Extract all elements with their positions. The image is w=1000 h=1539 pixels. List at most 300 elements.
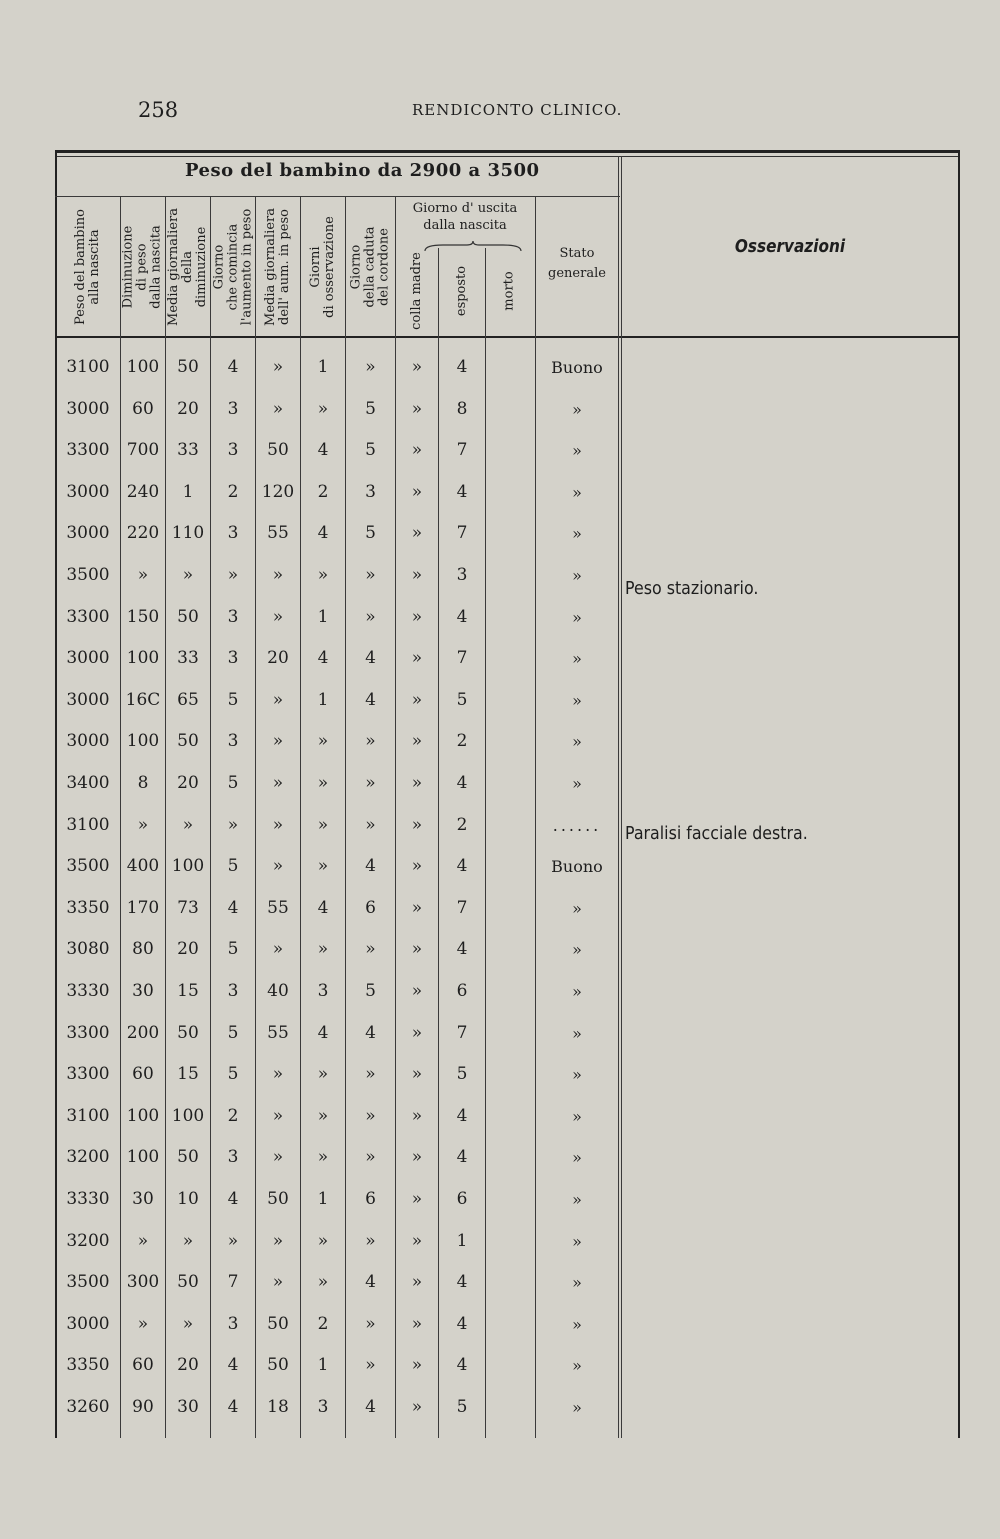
table-cell: 7: [456, 440, 468, 461]
table-cell: 4: [456, 856, 468, 877]
table-cell: »: [411, 856, 423, 877]
table-row: [45, 929, 645, 970]
table-cell: »: [317, 939, 329, 960]
table-cell: »: [182, 565, 194, 585]
table-cell: 100: [126, 1147, 160, 1168]
table-cell: »: [272, 1105, 284, 1126]
table-cell: 7: [456, 648, 468, 669]
table-cell: »: [317, 1064, 329, 1085]
table-cell: 1: [317, 1189, 329, 1209]
table-cell: »: [411, 648, 423, 669]
table-cell: »: [227, 814, 239, 835]
stato-cell: »: [572, 1106, 582, 1126]
stato-cell: »: [572, 1231, 582, 1251]
col-head-giorno-aum: Giorno che comincia l'aumento in peso: [211, 208, 255, 326]
col-head-esposto: esposto: [454, 265, 469, 317]
table-cell: 5: [365, 440, 376, 461]
table-cell: »: [137, 814, 149, 835]
table-cell: 8: [137, 773, 149, 793]
table-cell: »: [317, 814, 329, 835]
table-row: [45, 1304, 645, 1345]
group-title-rule: [55, 196, 620, 197]
table-cell: 3500: [66, 565, 110, 585]
stato-cell: »: [572, 482, 582, 502]
table-cell: 50: [267, 1189, 289, 1209]
table-cell: 100: [126, 357, 160, 377]
table-cell: 4: [365, 648, 376, 669]
table-cell: 5: [227, 939, 239, 960]
stato-cell: »: [572, 1190, 582, 1209]
col-head-osservazione: Giorni di osservazione: [308, 216, 337, 318]
col-head-media-dim: Media giornaliera della diminuzione: [166, 208, 210, 326]
stato-cell: »: [572, 1356, 582, 1376]
table-cell: 3330: [66, 1189, 110, 1209]
table-cell: »: [411, 1230, 423, 1251]
table-cell: 4: [227, 1189, 239, 1209]
table-cell: 100: [171, 1105, 205, 1126]
table-cell: 3000: [66, 1313, 110, 1334]
table-cell: 3500: [66, 1272, 110, 1293]
table-cell: 100: [171, 856, 205, 877]
table-row: [45, 555, 645, 596]
table-cell: 50: [267, 440, 289, 461]
col-head-stato: Stato generale: [548, 246, 606, 281]
table-row: [45, 805, 645, 846]
table-row: [45, 1262, 645, 1303]
table-cell: 55: [267, 897, 289, 918]
table-cell: »: [411, 523, 423, 544]
table-cell: 1: [456, 1230, 468, 1251]
table-cell: 3: [227, 981, 239, 1001]
table-cell: 50: [177, 357, 199, 377]
table-cell: 50: [177, 1022, 199, 1043]
col-head-cordone: Giorno della caduta del cordone: [348, 226, 392, 308]
table-cell: 100: [126, 648, 160, 669]
stato-cell: »: [572, 1023, 582, 1043]
table-cell: »: [182, 1313, 194, 1334]
table-cell: 73: [177, 897, 199, 918]
table-cell: »: [411, 398, 423, 419]
table-cell: »: [317, 1272, 329, 1293]
table-cell: 100: [126, 731, 160, 752]
table-cell: »: [411, 481, 423, 502]
table-cell: 5: [227, 689, 239, 710]
table-cell: »: [411, 773, 423, 793]
table-cell: 20: [177, 398, 199, 419]
table-row: [45, 1137, 645, 1178]
table-cell: 4: [456, 606, 468, 627]
table-cell: 50: [177, 731, 199, 752]
table-cell: 3: [227, 1147, 239, 1168]
table-cell: 3100: [66, 814, 110, 835]
table-cell: 2: [227, 481, 239, 502]
table-cell: 20: [177, 939, 199, 960]
table-cell: 4: [365, 856, 376, 877]
table-cell: »: [365, 1105, 376, 1126]
table-cell: »: [411, 565, 423, 585]
table-cell: 5: [456, 1397, 468, 1417]
table-cell: 3300: [66, 606, 110, 627]
table-cell: 80: [132, 939, 154, 960]
stato-cell: »: [572, 898, 582, 918]
table-cell: 1: [317, 689, 329, 710]
table-cell: 2: [456, 814, 468, 835]
stato-cell: »: [572, 1065, 582, 1085]
table-cell: »: [365, 939, 376, 960]
table-cell: »: [272, 731, 284, 752]
table-cell: »: [365, 814, 376, 835]
table-cell: »: [137, 1230, 149, 1251]
table-cell: »: [227, 565, 239, 585]
table-cell: »: [272, 1230, 284, 1251]
table-cell: 3: [227, 1313, 239, 1334]
table-cell: 4: [317, 523, 329, 544]
table-row: [45, 1013, 645, 1054]
table-cell: 33: [177, 440, 199, 461]
table-row: [45, 888, 645, 929]
table-cell: 3330: [66, 981, 110, 1001]
table-row: [45, 472, 645, 513]
table-cell: »: [411, 1189, 423, 1209]
table-cell: 100: [126, 1105, 160, 1126]
table-cell: »: [365, 773, 376, 793]
table-row: [45, 1387, 645, 1428]
table-top-rule-thin: [55, 156, 960, 157]
table-cell: 1: [317, 606, 329, 627]
table-cell: 50: [177, 606, 199, 627]
table-cell: 40: [267, 981, 289, 1001]
table-cell: »: [411, 1064, 423, 1085]
table-cell: 3000: [66, 689, 110, 710]
table-cell: »: [411, 440, 423, 461]
table-cell: 3: [227, 731, 239, 752]
table-cell: 7: [227, 1272, 239, 1293]
stato-cell: »: [572, 774, 582, 793]
table-cell: 4: [456, 939, 468, 960]
table-cell: 4: [456, 1313, 468, 1334]
table-cell: »: [272, 1064, 284, 1085]
table-cell: »: [411, 1022, 423, 1043]
table-right-border: [958, 150, 960, 1438]
table-cell: 3400: [66, 773, 110, 793]
table-row: [45, 597, 645, 638]
stato-cell: »: [572, 940, 582, 960]
table-cell: 3300: [66, 1064, 110, 1085]
table-top-rule: [55, 150, 960, 153]
table-cell: 55: [267, 1022, 289, 1043]
table-cell: »: [227, 1230, 239, 1251]
table-cell: »: [411, 357, 423, 377]
stato-cell: »: [572, 399, 582, 419]
table-cell: 150: [126, 606, 160, 627]
table-cell: »: [317, 398, 329, 419]
table-cell: 4: [456, 481, 468, 502]
table-cell: 3350: [66, 1355, 110, 1376]
table-cell: 6: [365, 1189, 376, 1209]
table-cell: »: [411, 897, 423, 918]
stato-cell: »: [572, 1273, 582, 1293]
table-cell: »: [411, 1105, 423, 1126]
table-cell: 3000: [66, 523, 110, 544]
table-cell: »: [411, 1313, 423, 1334]
table-cell: 5: [227, 1022, 239, 1043]
table-cell: 5: [365, 523, 376, 544]
table-cell: 10: [177, 1189, 199, 1209]
note-paralisi-facciale: Paralisi facciale destra.: [625, 823, 808, 844]
table-cell: 700: [126, 440, 160, 461]
table-cell: 2: [227, 1105, 239, 1126]
stato-cell: »: [572, 1398, 582, 1417]
clinical-table: [45, 148, 960, 1438]
table-cell: »: [365, 1147, 376, 1168]
table-cell: 4: [227, 1355, 239, 1376]
table-row: [45, 389, 645, 430]
group-title: Peso del bambino da 2900 a 3500: [185, 160, 540, 181]
col-head-exit-group: Giorno d' uscita dalla nascita: [412, 201, 518, 233]
table-cell: »: [317, 1105, 329, 1126]
col-head-diminuzione: Diminuzione di peso dalla nascita: [121, 225, 165, 309]
table-cell: 3000: [66, 648, 110, 669]
table-cell: 4: [317, 897, 329, 918]
table-cell: 5: [227, 1064, 239, 1085]
table-row: [45, 680, 645, 721]
table-cell: »: [182, 1230, 194, 1251]
table-cell: 1: [317, 1355, 329, 1376]
col-head-peso: Peso del bambino alla nascita: [73, 209, 102, 325]
table-cell: 3: [227, 440, 239, 461]
col-head-morto: morto: [501, 271, 517, 311]
stato-cell: »: [572, 690, 582, 710]
stato-cell: »: [572, 1148, 582, 1168]
stato-cell: »: [572, 649, 582, 669]
table-cell: 6: [456, 981, 468, 1001]
table-cell: 3: [317, 981, 329, 1001]
table-cell: 20: [177, 1355, 199, 1376]
table-cell: 3200: [66, 1147, 110, 1168]
table-cell: »: [137, 1313, 149, 1334]
table-cell: 3080: [66, 939, 110, 960]
running-title: RENDICONTO CLINICO.: [412, 101, 623, 119]
table-cell: 6: [365, 897, 376, 918]
table-cell: 300: [126, 1272, 160, 1293]
table-cell: 3260: [66, 1397, 110, 1417]
stato-cell: »: [572, 1314, 582, 1334]
table-cell: »: [411, 1355, 423, 1376]
stato-cell: »: [572, 982, 582, 1001]
table-cell: 3: [365, 481, 376, 502]
table-row: [45, 347, 645, 388]
stato-cell: »: [572, 524, 582, 544]
table-cell: 7: [456, 523, 468, 544]
table-cell: 110: [171, 523, 205, 544]
table-cell: »: [365, 1313, 376, 1334]
table-cell: 3: [227, 398, 239, 419]
table-cell: »: [365, 565, 376, 585]
table-cell: 3100: [66, 1105, 110, 1126]
table-cell: »: [272, 1147, 284, 1168]
table-cell: »: [365, 606, 376, 627]
table-cell: 3300: [66, 440, 110, 461]
table-cell: 4: [317, 1022, 329, 1043]
table-cell: 55: [267, 523, 289, 544]
table-cell: 1: [317, 357, 329, 377]
table-cell: 8: [456, 398, 468, 419]
table-cell: 30: [132, 981, 154, 1001]
table-cell: 4: [456, 773, 468, 793]
table-cell: 3: [227, 523, 239, 544]
table-cell: 4: [227, 357, 239, 377]
table-cell: 220: [126, 523, 160, 544]
table-cell: 4: [365, 1022, 376, 1043]
table-row: [45, 430, 645, 471]
table-cell: 50: [177, 1147, 199, 1168]
table-cell: »: [411, 1397, 423, 1417]
stato-cell: Buono: [551, 857, 603, 877]
table-cell: »: [182, 814, 194, 835]
table-cell: 20: [177, 773, 199, 793]
table-row: [45, 763, 645, 804]
table-cell: »: [365, 357, 376, 377]
table-cell: »: [317, 1230, 329, 1251]
table-cell: 5: [227, 856, 239, 877]
table-cell: 4: [456, 1105, 468, 1126]
table-cell: »: [411, 981, 423, 1001]
table-cell: 15: [177, 981, 199, 1001]
table-cell: 5: [456, 689, 468, 710]
stato-cell: »: [572, 566, 582, 585]
table-cell: 50: [177, 1272, 199, 1293]
table-cell: »: [272, 773, 284, 793]
table-cell: 2: [317, 481, 329, 502]
table-cell: 3000: [66, 481, 110, 502]
page-header: [0, 98, 1000, 128]
table-cell: 3200: [66, 1230, 110, 1251]
table-cell: 3: [456, 565, 468, 585]
table-cell: 4: [365, 1272, 376, 1293]
table-cell: »: [317, 731, 329, 752]
table-row: [45, 1179, 645, 1220]
stato-cell: ......: [552, 815, 602, 835]
table-row: [45, 971, 645, 1012]
table-cell: »: [272, 689, 284, 710]
page-number: 258: [138, 98, 179, 122]
table-cell: 4: [456, 1147, 468, 1168]
table-cell: 5: [456, 1064, 468, 1085]
table-cell: »: [272, 357, 284, 377]
table-cell: »: [272, 856, 284, 877]
table-row: [45, 1345, 645, 1386]
table-row: [45, 638, 645, 679]
table-cell: »: [272, 939, 284, 960]
table-cell: »: [411, 731, 423, 752]
table-cell: »: [272, 606, 284, 627]
table-cell: 3300: [66, 1022, 110, 1043]
note-peso-stazionario: Peso stazionario.: [625, 578, 759, 599]
table-cell: 3: [227, 606, 239, 627]
table-cell: 30: [132, 1189, 154, 1209]
table-cell: »: [272, 398, 284, 419]
table-cell: 4: [317, 648, 329, 669]
table-cell: 3500: [66, 856, 110, 877]
stato-cell: Buono: [551, 358, 603, 377]
table-cell: »: [411, 689, 423, 710]
table-row: [45, 721, 645, 762]
table-cell: 50: [267, 1355, 289, 1376]
table-cell: 5: [365, 398, 376, 419]
table-cell: 33: [177, 648, 199, 669]
table-cell: »: [317, 856, 329, 877]
table-cell: 170: [126, 897, 160, 918]
table-cell: »: [411, 606, 423, 627]
stato-cell: »: [572, 607, 582, 627]
table-cell: 16C: [125, 689, 161, 710]
table-cell: »: [317, 565, 329, 585]
table-cell: 2: [317, 1313, 329, 1334]
table-cell: 5: [227, 773, 239, 793]
table-cell: 4: [227, 897, 239, 918]
stato-cell: »: [572, 732, 582, 752]
table-cell: 4: [456, 1272, 468, 1293]
table-cell: 30: [177, 1397, 199, 1417]
table-cell: 4: [365, 689, 376, 710]
table-cell: »: [411, 939, 423, 960]
table-cell: »: [272, 565, 284, 585]
table-cell: 4: [227, 1397, 239, 1417]
table-cell: 15: [177, 1064, 199, 1085]
table-cell: 4: [456, 357, 468, 377]
table-cell: 50: [267, 1313, 289, 1334]
table-cell: 3350: [66, 897, 110, 918]
table-cell: 60: [132, 1355, 154, 1376]
table-row: [45, 1054, 645, 1095]
table-row: [45, 513, 645, 554]
table-cell: »: [272, 1272, 284, 1293]
table-cell: 60: [132, 398, 154, 419]
table-row: [45, 1096, 645, 1137]
table-cell: 200: [126, 1022, 160, 1043]
table-cell: 240: [126, 481, 160, 502]
table-cell: »: [365, 1230, 376, 1251]
table-cell: 4: [317, 440, 329, 461]
table-cell: 3000: [66, 731, 110, 752]
table-cell: »: [272, 814, 284, 835]
table-cell: 7: [456, 1022, 468, 1043]
table-cell: 65: [177, 689, 199, 710]
table-cell: 3100: [66, 357, 110, 377]
col-head-colla-madre: colla madre: [409, 252, 424, 330]
table-cell: 20: [267, 648, 289, 669]
table-cell: »: [411, 1147, 423, 1168]
table-cell: 7: [456, 897, 468, 918]
table-cell: 5: [365, 981, 376, 1001]
table-cell: »: [411, 814, 423, 835]
table-cell: »: [317, 1147, 329, 1168]
table-cell: 18: [267, 1397, 289, 1417]
col-head-osservazioni: Osservazioni: [734, 236, 846, 257]
table-cell: 4: [456, 1355, 468, 1376]
table-cell: 90: [132, 1397, 154, 1417]
table-cell: 1: [182, 481, 194, 502]
stato-cell: »: [572, 441, 582, 461]
table-row: [45, 1221, 645, 1262]
table-cell: 120: [261, 481, 295, 502]
table-cell: »: [365, 1355, 376, 1376]
table-cell: 2: [456, 731, 468, 752]
header-bottom-rule: [55, 336, 960, 338]
table-cell: »: [317, 773, 329, 793]
table-cell: 3000: [66, 398, 110, 419]
table-cell: 6: [456, 1189, 468, 1209]
